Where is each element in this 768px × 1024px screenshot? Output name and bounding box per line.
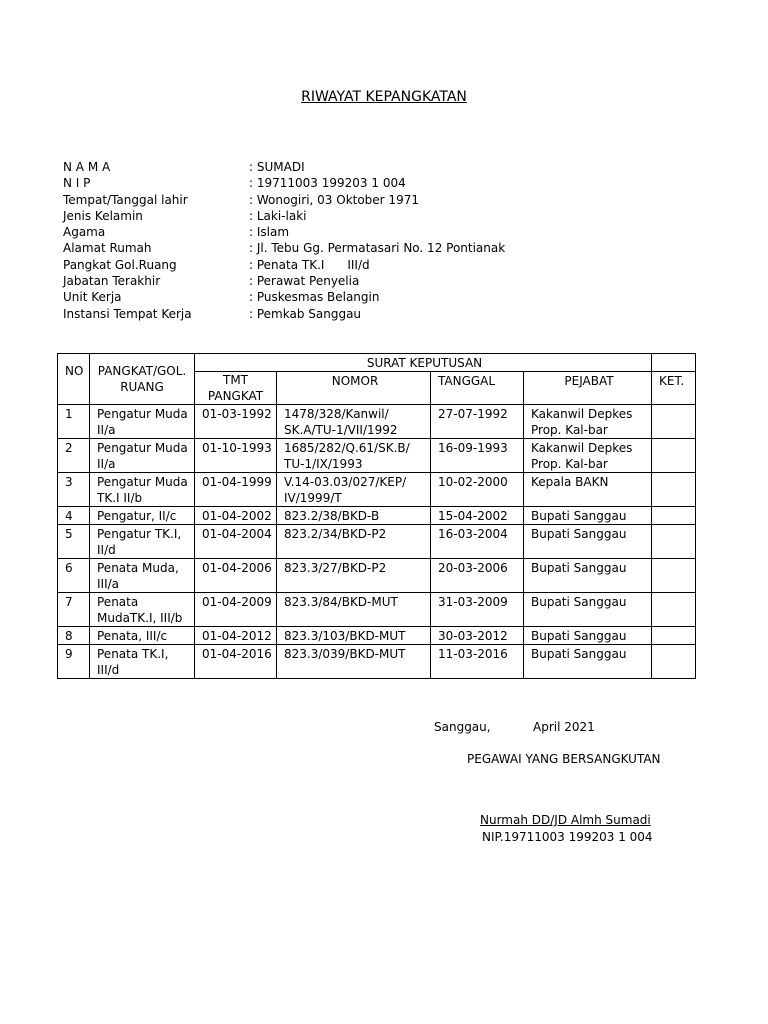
cell-pangkat: Pengatur Muda II/a bbox=[90, 439, 195, 473]
cell-ket bbox=[652, 439, 696, 473]
table-header-row bbox=[58, 354, 696, 372]
cell-pejabat: Kakanwil Depkes Prop. Kal-bar bbox=[524, 405, 652, 439]
cell-tanggal: 27-07-1992 bbox=[431, 405, 524, 439]
cell-ket bbox=[652, 627, 696, 645]
profile-label: Jabatan Terakhir bbox=[63, 274, 161, 289]
profile-value: : Jl. Tebu Gg. Permatasari No. 12 Pontianak bbox=[249, 240, 505, 256]
table-row bbox=[58, 439, 696, 473]
cell-ket bbox=[652, 405, 696, 439]
profile-value: : Wonogiri, 03 Oktober 1971 bbox=[249, 192, 419, 208]
profile-label: Unit Kerja bbox=[63, 290, 122, 305]
cell-pangkat: Penata, III/c bbox=[90, 627, 195, 645]
cell-pangkat: Pengatur TK.I, II/d bbox=[90, 525, 195, 559]
cell-ket bbox=[652, 559, 696, 593]
table-row bbox=[58, 507, 696, 525]
profile-label: Instansi Tempat Kerja bbox=[63, 306, 192, 321]
document-title: RIWAYAT KEPANGKATAN bbox=[301, 89, 467, 105]
cell-nomor: 1685/282/Q.61/SK.B/ TU-1/IX/1993 bbox=[277, 439, 431, 473]
header-pangkat: PANGKAT/GOL. RUANG bbox=[90, 354, 195, 405]
cell-tanggal: 31-03-2009 bbox=[431, 593, 524, 627]
cell-no: 9 bbox=[58, 645, 90, 679]
cell-no: 1 bbox=[58, 405, 90, 439]
header-no: NO bbox=[58, 354, 90, 405]
cell-no: 2 bbox=[58, 439, 90, 473]
cell-ket bbox=[652, 593, 696, 627]
cell-pangkat: Penata TK.I, III/d bbox=[90, 645, 195, 679]
profile-value: : 19711003 199203 1 004 bbox=[249, 175, 406, 191]
cell-tmt: 01-04-2009 bbox=[195, 593, 277, 627]
cell-nomor: 1478/328/Kanwil/ SK.A/TU-1/VII/1992 bbox=[277, 405, 431, 439]
table-row bbox=[58, 473, 696, 507]
cell-nomor: 823.2/34/BKD-P2 bbox=[277, 525, 431, 559]
cell-pejabat: Bupati Sanggau bbox=[524, 525, 652, 559]
header-empty-cell bbox=[652, 354, 696, 372]
table-row bbox=[58, 559, 696, 593]
cell-pejabat: Kepala BAKN bbox=[524, 473, 652, 507]
cell-pejabat: Bupati Sanggau bbox=[524, 593, 652, 627]
cell-nomor: 823.3/27/BKD-P2 bbox=[277, 559, 431, 593]
cell-no: 4 bbox=[58, 507, 90, 525]
cell-tanggal: 20-03-2006 bbox=[431, 559, 524, 593]
cell-tmt: 01-04-2004 bbox=[195, 525, 277, 559]
cell-nomor: 823.3/84/BKD-MUT bbox=[277, 593, 431, 627]
header-pejabat: PEJABAT bbox=[524, 372, 652, 405]
cell-tmt: 01-04-1999 bbox=[195, 473, 277, 507]
cell-ket bbox=[652, 507, 696, 525]
cell-ket bbox=[652, 525, 696, 559]
table-row bbox=[58, 627, 696, 645]
cell-ket bbox=[652, 645, 696, 679]
cell-pangkat: Penata Muda, III/a bbox=[90, 559, 195, 593]
cell-tmt: 01-04-2006 bbox=[195, 559, 277, 593]
cell-tanggal: 30-03-2012 bbox=[431, 627, 524, 645]
cell-pangkat: Pengatur, II/c bbox=[90, 507, 195, 525]
cell-no: 7 bbox=[58, 593, 90, 627]
profile-label: N I P bbox=[63, 176, 91, 191]
cell-nomor: 823.2/38/BKD-B bbox=[277, 507, 431, 525]
cell-no: 6 bbox=[58, 559, 90, 593]
profile-label: Jenis Kelamin bbox=[63, 208, 143, 223]
profile-label: Tempat/Tanggal lahir bbox=[63, 192, 188, 207]
cell-tanggal: 15-04-2002 bbox=[431, 507, 524, 525]
profile-label: Alamat Rumah bbox=[63, 241, 152, 256]
profile-value: : SUMADI bbox=[249, 159, 305, 175]
rank-history-table-wrapper bbox=[57, 353, 696, 679]
cell-pangkat: Pengatur Muda TK.I II/b bbox=[90, 473, 195, 507]
cell-pejabat: Bupati Sanggau bbox=[524, 559, 652, 593]
signature-name: Nurmah DD/JD Almh Sumadi bbox=[480, 813, 651, 827]
cell-nomor: V.14-03.03/027/KEP/ IV/1999/T bbox=[277, 473, 431, 507]
table-row bbox=[58, 525, 696, 559]
profile-label: N A M A bbox=[63, 160, 111, 174]
cell-pejabat: Kakanwil Depkes Prop. Kal-bar bbox=[524, 439, 652, 473]
cell-tanggal: 11-03-2016 bbox=[431, 645, 524, 679]
cell-pejabat: Bupati Sanggau bbox=[524, 627, 652, 645]
cell-tmt: 01-04-2016 bbox=[195, 645, 277, 679]
profile-value: : Puskesmas Belangin bbox=[249, 289, 379, 305]
table-row bbox=[58, 645, 696, 679]
rank-history-table bbox=[57, 353, 696, 679]
cell-pangkat: Penata MudaTK.I, III/b bbox=[90, 593, 195, 627]
header-surat-keputusan: SURAT KEPUTUSAN bbox=[195, 354, 652, 372]
signature-date: April 2021 bbox=[533, 720, 595, 734]
cell-tanggal: 16-03-2004 bbox=[431, 525, 524, 559]
header-tanggal: TANGGAL bbox=[431, 372, 524, 405]
profile-label: Agama bbox=[63, 225, 106, 240]
header-tmt: TMT PANGKAT bbox=[195, 372, 277, 405]
profile-value: : Laki-laki bbox=[249, 208, 306, 224]
cell-pejabat: Bupati Sanggau bbox=[524, 645, 652, 679]
signature-role: PEGAWAI YANG BERSANGKUTAN bbox=[467, 752, 661, 766]
profile-value: : Perawat Penyelia bbox=[249, 273, 359, 289]
cell-tanggal: 10-02-2000 bbox=[431, 473, 524, 507]
cell-no: 5 bbox=[58, 525, 90, 559]
cell-pejabat: Bupati Sanggau bbox=[524, 507, 652, 525]
profile-value: : Penata TK.I III/d bbox=[249, 257, 370, 273]
profile-label: Pangkat Gol.Ruang bbox=[63, 257, 177, 272]
cell-tmt: 01-10-1993 bbox=[195, 439, 277, 473]
cell-pangkat: Pengatur Muda II/a bbox=[90, 405, 195, 439]
cell-nomor: 823.3/039/BKD-MUT bbox=[277, 645, 431, 679]
cell-no: 3 bbox=[58, 473, 90, 507]
signature-place: Sanggau, bbox=[434, 720, 491, 734]
cell-tmt: 01-04-2012 bbox=[195, 627, 277, 645]
header-nomor: NOMOR bbox=[277, 372, 431, 405]
cell-ket bbox=[652, 473, 696, 507]
signature-nip: NIP.19711003 199203 1 004 bbox=[482, 830, 653, 844]
cell-tmt: 01-03-1992 bbox=[195, 405, 277, 439]
cell-no: 8 bbox=[58, 627, 90, 645]
cell-tanggal: 16-09-1993 bbox=[431, 439, 524, 473]
cell-tmt: 01-04-2002 bbox=[195, 507, 277, 525]
header-ket: KET. bbox=[652, 372, 696, 405]
cell-nomor: 823.3/103/BKD-MUT bbox=[277, 627, 431, 645]
profile-value: : Islam bbox=[249, 224, 289, 240]
table-row bbox=[58, 405, 696, 439]
profile-value: : Pemkab Sanggau bbox=[249, 306, 361, 322]
table-row bbox=[58, 593, 696, 627]
